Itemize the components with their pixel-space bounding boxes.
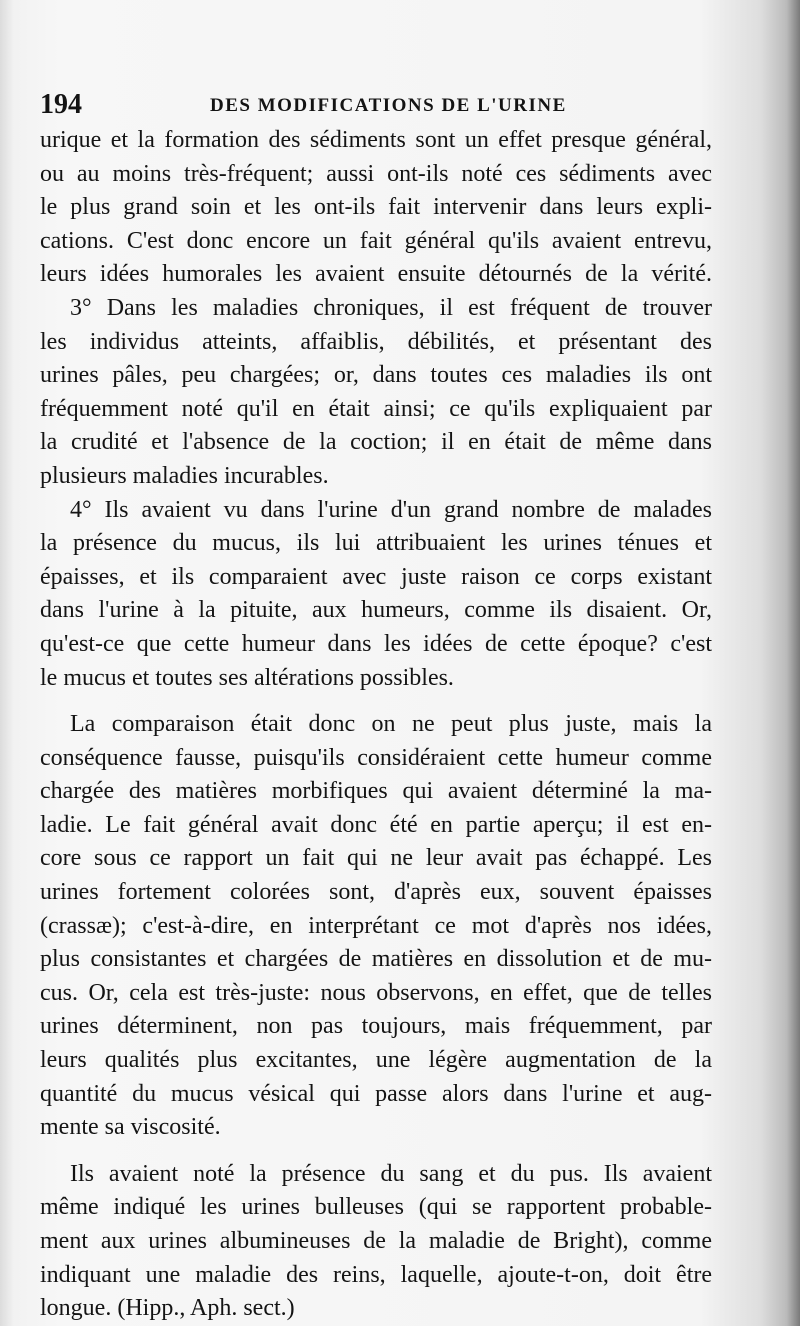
text-line: même indiqué les urines bulleuses (qui se rapportent probable-: [40, 1194, 712, 1221]
text-line: qu'est-ce que cette humeur dans les idées de cette époque? c'est: [40, 630, 712, 657]
text-line: plus consistantes et chargées de matières en dissolution et de mu-: [40, 946, 712, 973]
text-line: le plus grand soin et les ont-ils fait intervenir dans leurs expli-: [40, 194, 712, 221]
text-line: cations. C'est donc encore un fait général qu'ils avaient entrevu,: [40, 227, 712, 254]
paragraph-3: [40, 494, 712, 696]
text-line: épaisses, et ils comparaient avec juste raison ce corps existant: [40, 563, 712, 590]
text-line: urique et la formation des sédiments sont un effet presque général,: [40, 127, 712, 153]
paragraph-4: [40, 708, 712, 1145]
text-line: urines déterminent, non pas toujours, mais fréquemment, par: [40, 1013, 712, 1040]
text-line: 4° Ils avaient vu dans l'urine d'un grand nombre de malades: [70, 496, 712, 523]
text-line: les individus atteints, affaiblis, débilités, et présentant des: [40, 328, 712, 355]
text-line: ladie. Le fait général avait donc été en partie aperçu; il est en-: [40, 811, 712, 838]
text-line: indiquant une maladie des reins, laquelle, ajoute-t-on, doit être: [40, 1261, 712, 1288]
text-line: le mucus et toutes ses altérations possibles.: [40, 664, 454, 691]
text-line: 3° Dans les maladies chroniques, il est fréquent de trouver: [70, 294, 712, 321]
page-gutter-shadow: [786, 0, 800, 1326]
paragraph-5: [40, 1158, 712, 1326]
body-text: [40, 124, 712, 1326]
running-head: [40, 88, 720, 122]
text-line: fréquemment noté qu'il en était ainsi; ce qu'ils expliquaient par: [40, 395, 712, 422]
text-line: chargée des matières morbifiques qui avaient déterminé la ma-: [40, 778, 712, 805]
text-line: urines fortement colorées sont, d'après eux, souvent épaisses: [40, 879, 712, 906]
text-line: ou au moins très-fréquent; aussi ont-ils noté ces sédiments avec: [40, 160, 712, 187]
text-line: (crassæ); c'est-à-dire, en interprétant ce mot d'après nos idées,: [40, 912, 712, 939]
text-line: leurs qualités plus excitantes, une légère augmentation de la: [40, 1047, 712, 1074]
text-line: longue. (Hipp., Aph. sect.): [40, 1295, 295, 1322]
text-line: plusieurs maladies incurables.: [40, 462, 329, 489]
text-line: core sous ce rapport un fait qui ne leur avait pas échappé. Les: [40, 845, 712, 872]
text-line: conséquence fausse, puisqu'ils considéraient cette humeur comme: [40, 744, 712, 771]
text-line: Ils avaient noté la présence du sang et du pus. Ils avaient: [70, 1160, 712, 1187]
text-line: quantité du mucus vésical qui passe alors dans l'urine et aug-: [40, 1080, 712, 1107]
text-line: cus. Or, cela est très-juste: nous observons, en effet, que de telles: [40, 979, 712, 1006]
text-line: mente sa viscosité.: [40, 1114, 221, 1141]
text-line: urines pâles, peu chargées; or, dans toutes ces maladies ils ont: [40, 362, 712, 389]
running-title: DES MODIFICATIONS DE L'URINE: [210, 95, 567, 116]
text-line: ment aux urines albumineuses de la maladie de Bright), comme: [40, 1228, 712, 1254]
text-line: la crudité et l'absence de la coction; il en était de même dans: [40, 429, 712, 456]
text-line: la présence du mucus, ils lui attribuaient les urines ténues et: [40, 530, 712, 557]
paragraph-1: [40, 124, 712, 292]
text-line: La comparaison était donc on ne peut plus juste, mais la: [70, 711, 712, 738]
text-line: dans l'urine à la pituite, aux humeurs, comme ils disaient. Or,: [40, 597, 712, 624]
paragraph-2: [40, 292, 712, 494]
page-number: 194: [40, 89, 82, 120]
text-line: leurs idées humorales les avaient ensuite détournés de la vérité.: [40, 261, 712, 288]
